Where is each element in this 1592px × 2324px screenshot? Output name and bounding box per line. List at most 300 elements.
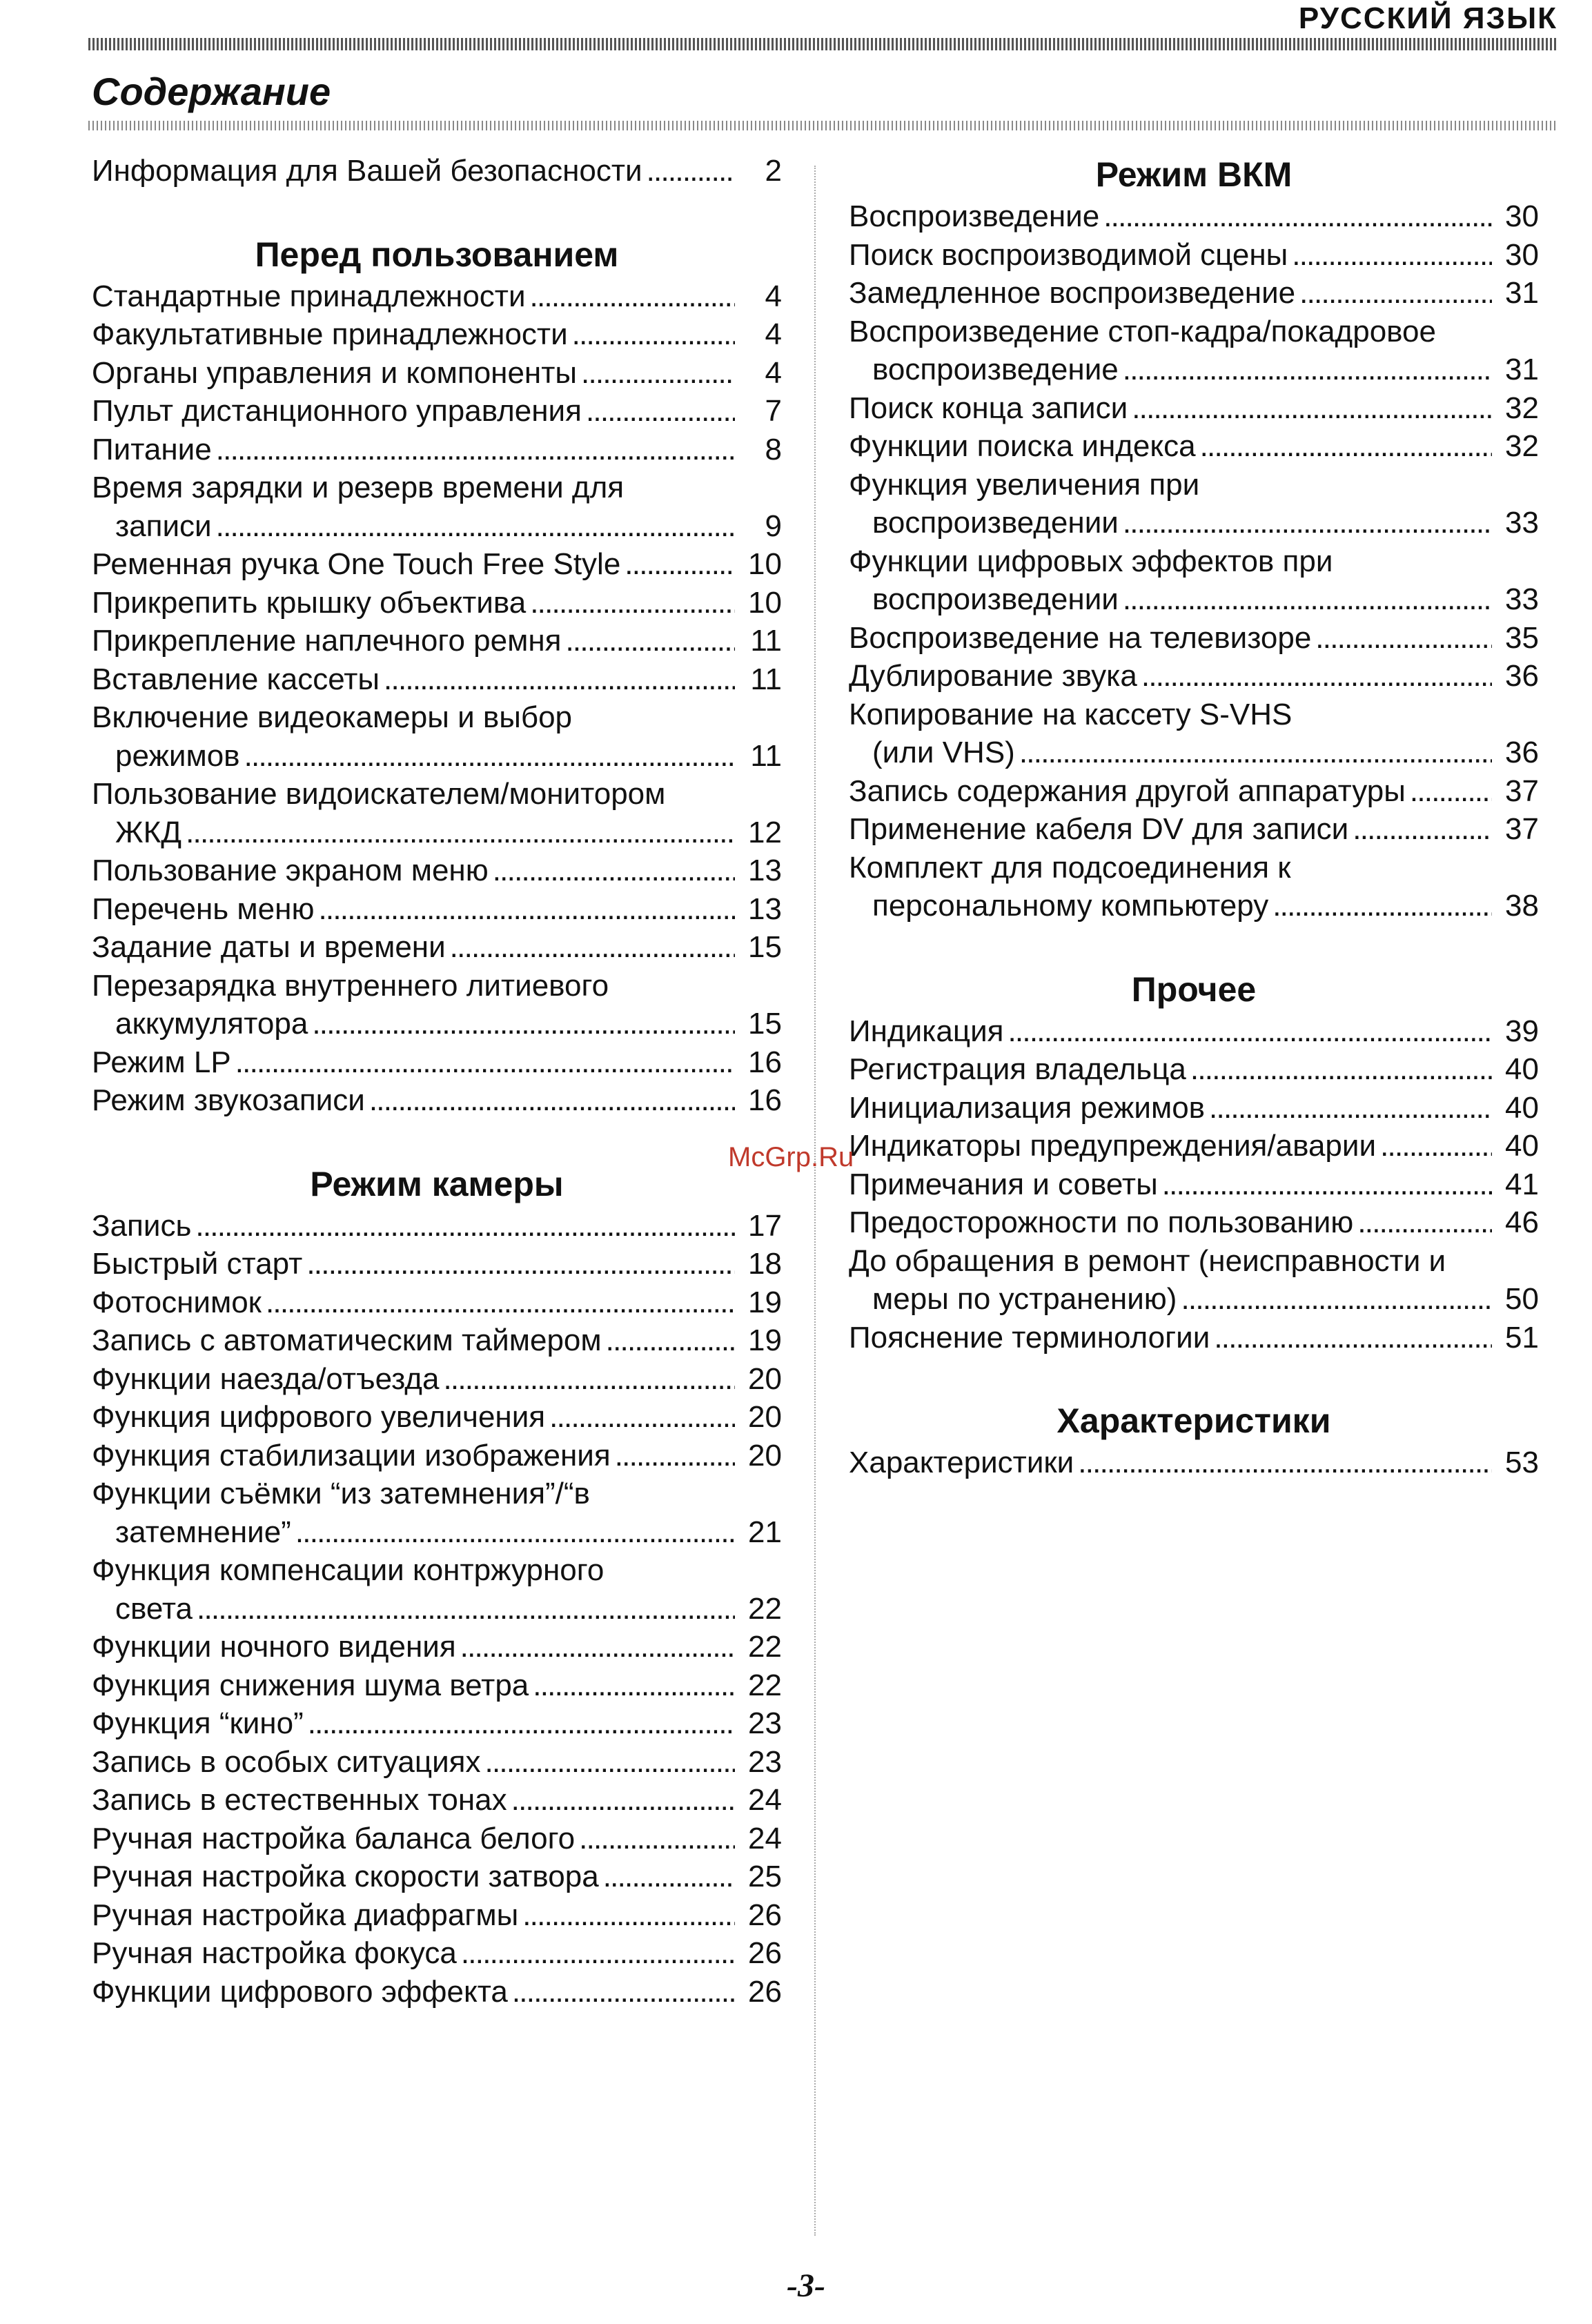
toc-entry-line [849,1089,1539,1127]
toc-entry[interactable] [92,1743,782,1782]
dot-leader [1209,1089,1492,1127]
toc-entry-line [92,545,782,584]
toc-entry-text: Поиск конца записи [849,391,1128,425]
toc-page-number: 31 [1505,276,1539,310]
toc-page-number: 22 [748,1591,782,1626]
toc-entry-text: Пояснение терминологии [849,1320,1210,1355]
toc-page-number: 12 [748,815,782,849]
toc-page-number: 25 [748,1860,782,1893]
toc-entry-line [92,315,782,354]
toc-entry[interactable] [849,1319,1539,1357]
toc-page-number: 26 [748,1936,782,1970]
toc-entry-text: Питание [92,432,212,466]
toc-entry[interactable] [92,1666,782,1705]
toc-entry-line [849,1444,1539,1482]
dot-leader [308,1704,735,1743]
toc-entry[interactable] [849,619,1539,658]
toc-page-number: 50 [1505,1282,1539,1316]
toc-entry[interactable] [92,851,782,890]
toc-page-number: 11 [750,624,782,658]
toc-entry-text: света [115,1591,193,1626]
toc-page-number: 21 [748,1515,782,1549]
toc-entry[interactable] [92,431,782,469]
toc-entry-line [92,1743,782,1782]
toc-entry-line [92,1043,782,1082]
toc-entry-line [849,696,1539,734]
toc-entry[interactable] [92,354,782,393]
toc-entry[interactable] [92,1820,782,1858]
dot-leader [625,545,735,584]
toc-entry[interactable] [849,274,1539,313]
toc-page-number: 7 [765,394,782,428]
toc-entry-text: Факультативные принадлежности [92,317,568,351]
toc-page-number: 46 [1505,1205,1539,1239]
toc-entry-line [92,622,782,660]
toc-entry[interactable] [849,389,1539,428]
title-underline [88,121,1558,130]
dot-leader [318,890,735,929]
toc-entry-line [92,277,782,316]
toc-entry-text: Функция “кино” [92,1706,304,1740]
column-divider [814,166,816,2236]
dot-leader [1123,351,1492,389]
toc-entry[interactable] [92,928,782,967]
toc-entry[interactable] [849,466,1539,542]
section-title: Режим камеры [310,1164,564,1203]
toc-entry[interactable] [849,1127,1539,1165]
watermark: McGrp.Ru [728,1142,854,1172]
toc-entry-text: Воспроизведение [849,199,1100,233]
toc-entry-text: Функции наезда/отъезда [92,1361,440,1396]
toc-entry-line [92,354,782,393]
toc-entry-line [849,619,1539,658]
toc-entry-text: Запись содержания другой аппаратуры [849,774,1406,808]
toc-page-number: 40 [1505,1090,1539,1125]
toc-entry-line [92,1398,782,1437]
toc-entry-line [849,313,1539,351]
dot-leader [1214,1319,1492,1357]
toc-entry-text: Быстрый старт [92,1247,303,1281]
toc-entry-line [92,1934,782,1973]
dot-leader [485,1743,736,1782]
toc-entry[interactable] [92,622,782,660]
toc-entry-text: Время зарядки и резерв времени для [92,471,625,504]
toc-entry-text: персональному компьютеру [872,889,1269,923]
toc-entry[interactable] [849,1050,1539,1089]
toc-entry[interactable] [849,236,1539,275]
dot-leader [295,1513,735,1552]
toc-entry-text: Замедленное воспроизведение [849,276,1296,310]
toc-entry-line [849,542,1539,581]
toc-page-number: 36 [1505,736,1539,769]
toc-entry[interactable] [92,392,782,431]
toc-entry-text: Режим LP [92,1045,231,1079]
dot-leader [1410,772,1492,811]
toc-entry-text: Дублирование звука [849,659,1137,693]
dot-leader [1132,389,1492,428]
toc-entry-line [92,1513,782,1552]
toc-page-number: 20 [748,1438,782,1473]
toc-entry-text: Пользование видоискателем/монитором [92,777,666,811]
dot-leader [572,315,735,354]
toc-entry[interactable] [92,1043,782,1082]
toc-page-number: 30 [1505,199,1539,233]
page-title: Содержание [92,70,331,113]
toc-entry[interactable] [849,1012,1539,1051]
toc-page-number: 13 [748,854,782,887]
toc-entry-line [92,967,782,1005]
toc-page-number: 40 [1505,1052,1539,1086]
toc-entry-text: Ручная настройка фокуса [92,1936,457,1970]
toc-entry[interactable] [92,1081,782,1120]
toc-entry-line [92,584,782,622]
toc-entry[interactable] [92,1321,782,1360]
toc-entry[interactable] [92,152,782,190]
toc-page-number: 39 [1505,1014,1539,1048]
toc-entry-text: Фотоснимок [92,1285,262,1319]
toc-entry-line [849,1050,1539,1089]
header-band [88,38,1558,50]
toc-entry[interactable] [92,315,782,354]
toc-entry-text: записи [115,509,212,543]
dot-leader [1272,887,1492,925]
toc-entry-line [92,660,782,699]
toc-entry-text: Запись в естественных тонах [92,1783,507,1817]
toc-page-number: 20 [748,1400,782,1434]
toc-entry-line [92,1781,782,1820]
toc-entry-text: Ручная настройка диафрагмы [92,1898,519,1932]
toc-entry-text: Пользование экраном меню [92,854,489,887]
dot-leader [1078,1444,1492,1482]
toc-entry-line [92,1973,782,2011]
toc-page-number: 10 [748,547,782,581]
toc-entry[interactable] [92,1973,782,2011]
toc-entry-line [849,1165,1539,1204]
toc-page-number: 51 [1505,1320,1539,1355]
toc-entry-text: Ременная ручка One Touch Free Style [92,547,621,581]
dot-leader [1299,274,1492,313]
toc-entry[interactable] [92,545,782,584]
toc-entry[interactable] [92,1207,782,1245]
toc-entry-text: Задание даты и времени [92,930,446,964]
dot-leader [1162,1165,1492,1204]
toc-entry-text: Ручная настройка скорости затвора [92,1860,599,1893]
dot-leader [606,1321,735,1360]
toc-entry[interactable] [92,469,782,545]
dot-leader [1123,504,1492,542]
dot-leader [1190,1050,1492,1089]
toc-page-number: 22 [748,1668,782,1702]
toc-page-number: 30 [1505,237,1539,272]
toc-entry-text: аккумулятора [115,1007,308,1041]
toc-entry-line [849,389,1539,428]
toc-section [849,967,1539,1357]
toc-entry[interactable] [92,1245,782,1283]
toc-entry-line [92,851,782,890]
toc-page-number: 33 [1505,506,1539,540]
toc-section [849,152,1539,925]
toc-entry-line [92,928,782,967]
toc-entry-line [849,427,1539,466]
toc-page-number: 11 [750,738,782,773]
toc-entry-text: воспроизведении [872,582,1119,616]
dot-leader [530,277,735,316]
toc-page-number: 37 [1505,812,1539,846]
toc-entry-text: ЖКД [115,815,182,849]
toc-intro [92,152,782,190]
toc-entry-line [92,1896,782,1935]
toc-entry-line [92,737,782,776]
toc-entry-line [849,274,1539,313]
dot-leader [1353,810,1492,849]
toc-entry[interactable] [849,1203,1539,1242]
toc-left-column [92,152,782,2011]
toc-entry[interactable] [849,1165,1539,1204]
toc-entry[interactable] [92,1896,782,1935]
toc-entry-text: Прикрепление наплечного ремня [92,624,562,658]
toc-entry[interactable] [92,584,782,622]
toc-entry[interactable] [92,890,782,929]
toc-page-number: 4 [765,317,782,351]
toc-section [92,232,782,1120]
toc-page-number: 26 [748,1974,782,2009]
toc-entry-text: Индикаторы предупреждения/аварии [849,1129,1377,1163]
toc-entry-text: режимов [115,738,240,773]
dot-leader [216,507,735,546]
toc-entry-text: Перечень меню [92,892,315,926]
toc-entry-line [849,810,1539,849]
dot-leader [312,1005,735,1043]
toc-page-number: 22 [748,1630,782,1664]
section-title: Прочее [1131,969,1257,1009]
toc-entry-text: Функции съёмки “из затемнения”/“в [92,1477,590,1510]
toc-entry[interactable] [849,1089,1539,1127]
toc-page-number: 32 [1505,391,1539,425]
dot-leader [186,814,735,852]
toc-entry-text: Копирование на кассету S-VHS [849,697,1293,731]
toc-section [849,1398,1539,1482]
toc-entry-line [849,1127,1539,1165]
toc-page-number: 23 [748,1744,782,1779]
toc-page-number: 31 [1505,353,1539,386]
dot-leader [1200,427,1492,466]
dot-leader [579,1820,735,1858]
page-number: -3- [787,2267,825,2304]
toc-entry-text: Функции цифровых эффектов при [849,544,1333,578]
toc-entry-text: Применение кабеля DV для записи [849,812,1349,846]
toc-entry[interactable] [849,197,1539,236]
dot-leader [244,737,735,776]
toc-entry-text: Функции цифрового эффекта [92,1974,508,2009]
dot-leader [1315,619,1492,658]
section-title: Перед пользованием [255,235,619,274]
dot-leader [384,660,735,699]
toc-entry[interactable] [849,313,1539,389]
toc-entry-line [92,1590,782,1628]
toc-entry-text: Функция компенсации контржурного [92,1553,605,1587]
toc-page-number: 26 [748,1898,782,1932]
dot-leader [306,1245,735,1283]
toc-page-number: 15 [748,930,782,964]
toc-entry[interactable] [849,1242,1539,1319]
dot-leader [461,1934,735,1973]
dot-leader [522,1896,735,1935]
toc-entry-text: затемнение” [115,1515,291,1549]
dot-leader [197,1590,735,1628]
toc-entry-line [92,1360,782,1399]
dot-leader [1181,1280,1492,1319]
toc-entry-text: Пульт дистанционного управления [92,394,582,428]
toc-entry-line [849,887,1539,925]
toc-entry-line [92,1628,782,1666]
toc-entry[interactable] [92,1437,782,1475]
toc-page-number: 35 [1505,620,1539,655]
toc-entry-text: Функция увеличения при [849,467,1200,502]
toc-entry-line [92,698,782,737]
toc-entry-line [92,1437,782,1475]
toc-entry[interactable] [849,1444,1539,1482]
dot-leader [1123,580,1492,619]
toc-page-number: 8 [765,432,782,466]
toc-entry-line [92,469,782,507]
toc-entry[interactable] [849,542,1539,619]
toc-entry-line [849,1203,1539,1242]
toc-entry[interactable] [92,1781,782,1820]
toc-entry-text: воспроизведение [872,353,1119,386]
toc-entry[interactable] [849,657,1539,696]
toc-page-number: 24 [748,1821,782,1855]
dot-leader [195,1207,735,1245]
toc-entry[interactable] [92,1283,782,1322]
toc-entry-text: меры по устранению) [872,1282,1177,1316]
toc-entry[interactable] [92,967,782,1043]
toc-entry[interactable] [92,698,782,775]
toc-entry-text: Примечания и советы [849,1167,1158,1201]
dot-leader [460,1628,735,1666]
toc-entry-line [92,1551,782,1590]
toc-entry[interactable] [92,277,782,316]
toc-entry-line [92,1666,782,1705]
toc-entry-text: Поиск воспроизводимой сцены [849,237,1288,272]
toc-page-number: 32 [1505,429,1539,463]
toc-entry-text: Функции поиска индекса [849,429,1196,463]
dot-leader [1103,197,1492,236]
dot-leader [1141,657,1492,696]
toc-entry-text: Регистрация владельца [849,1052,1186,1086]
dot-leader [511,1781,735,1820]
toc-entry-line [92,392,782,431]
toc-entry[interactable] [92,1551,782,1628]
toc-entry[interactable] [92,775,782,851]
toc-entry[interactable] [92,1858,782,1896]
toc-entry-line [849,580,1539,619]
toc-entry-text: Вставление кассеты [92,662,380,696]
dot-leader [581,354,735,393]
toc-entry-text: Инициализация режимов [849,1090,1206,1125]
toc-entry-text: Индикация [849,1014,1004,1048]
dot-leader [603,1858,735,1896]
toc-entry-line [849,1280,1539,1319]
toc-entry-text: Включение видеокамеры и выбор [92,700,573,734]
toc-page-number: 9 [765,509,782,543]
toc-page-number: 4 [765,279,782,313]
toc-entry[interactable] [92,1475,782,1551]
toc-entry-line [92,1858,782,1896]
toc-entry[interactable] [92,1360,782,1399]
toc-page-number: 19 [748,1323,782,1357]
toc-entry[interactable] [92,660,782,699]
dot-leader [1008,1012,1492,1051]
toc-entry-text: Информация для Вашей безопасности [92,154,642,188]
section-title: Режим ВКМ [1095,155,1293,194]
toc-entry-line [849,657,1539,696]
toc-entry-line [92,1081,782,1120]
toc-page-number: 37 [1505,774,1539,808]
dot-leader [530,584,735,622]
dot-leader [512,1973,735,2011]
toc-entry-text: Запись в особых ситуациях [92,1744,481,1779]
toc-entry-text: Предосторожности по пользованию [849,1205,1354,1239]
toc-entry-line [849,772,1539,811]
toc-page-number: 53 [1505,1446,1539,1479]
toc-page-number: 13 [748,892,782,926]
language-label: РУССКИЙ ЯЗЫК [1298,1,1557,35]
toc-entry[interactable] [849,772,1539,811]
toc-entry-line [849,1012,1539,1051]
toc-entry-text: До обращения в ремонт (неисправности и [849,1243,1446,1278]
toc-entry-line [92,1005,782,1043]
toc-entry-line [849,733,1539,772]
toc-entry-text: Функция стабилизации изображения [92,1438,611,1473]
toc-page-number: 23 [748,1706,782,1740]
dot-leader [443,1360,735,1399]
dot-leader [549,1398,735,1437]
toc-page-number: 19 [748,1285,782,1319]
toc-entry-text: Органы управления и компоненты [92,355,578,390]
dot-leader [369,1081,735,1120]
dot-leader [450,928,735,967]
toc-entry-line [92,1820,782,1858]
toc-entry[interactable] [92,1398,782,1437]
toc-entry[interactable] [92,1934,782,1973]
toc-entry-line [92,1704,782,1743]
toc-entry[interactable] [92,1704,782,1743]
toc-page-number: 15 [748,1007,782,1041]
toc-entry-line [92,1321,782,1360]
dot-leader [235,1043,735,1082]
toc-entry[interactable] [92,1628,782,1666]
toc-entry-text: Функция цифрового увеличения [92,1400,546,1434]
toc-entry[interactable] [849,810,1539,849]
toc-entry-line [92,507,782,546]
toc-entry-text: Воспроизведение на телевизоре [849,620,1312,655]
toc-entry-text: Комплект для подсоединения к [849,850,1291,885]
toc-entry-line [849,197,1539,236]
toc-entry[interactable] [849,849,1539,925]
dot-leader [216,431,735,469]
toc-right-column [849,152,1539,1482]
toc-section [92,1161,782,2011]
toc-entry[interactable] [849,427,1539,466]
toc-entry[interactable] [849,696,1539,772]
toc-entry-text: Режим звукозаписи [92,1083,365,1117]
toc-entry-line [92,152,782,190]
toc-entry-text: Запись с автоматическим таймером [92,1323,602,1357]
toc-entry-line [92,1207,782,1245]
toc-page-number: 17 [748,1208,782,1243]
toc-page-number: 11 [750,662,782,696]
toc-entry-line [92,431,782,469]
